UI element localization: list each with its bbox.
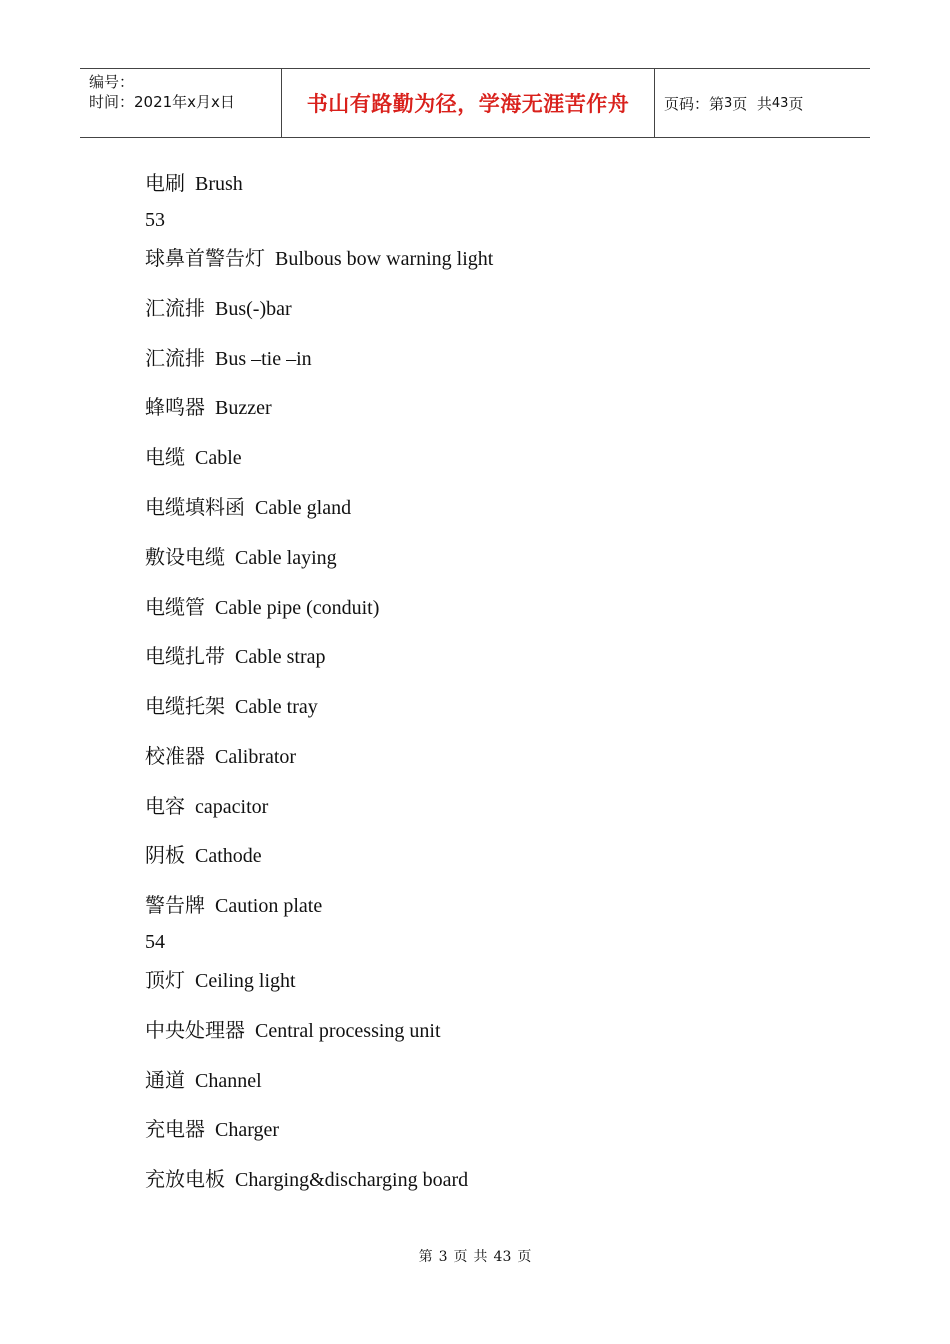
term-chinese: 充放电板	[145, 1167, 225, 1191]
term-chinese: 球鼻首警告灯	[145, 246, 265, 270]
term-chinese: 警告牌	[145, 893, 205, 917]
glossary-entry	[145, 793, 268, 820]
footer-mid2: 共	[473, 1249, 488, 1265]
glossary-entry	[145, 842, 262, 869]
page-current: 3	[724, 95, 733, 111]
glossary-entry	[145, 170, 243, 197]
term-chinese: 电刷	[145, 171, 185, 195]
term-chinese: 敷设电缆	[145, 545, 225, 569]
term-chinese: 电缆管	[145, 595, 205, 619]
term-chinese: 中央处理器	[145, 1018, 245, 1042]
section-number: 53	[145, 209, 165, 231]
footer-suffix: 页	[517, 1249, 532, 1265]
glossary-entry	[145, 1116, 279, 1143]
glossary-entry	[145, 967, 296, 994]
term-english: Bus(-)bar	[215, 298, 292, 320]
term-english: Buzzer	[215, 397, 272, 419]
term-english: Channel	[195, 1070, 262, 1092]
header-motto: 书山有路勤为径，学海无涯苦作舟	[306, 92, 630, 116]
term-english: Bulbous bow warning light	[275, 248, 494, 270]
header-page-info	[655, 69, 870, 137]
term-chinese: 通道	[145, 1068, 185, 1092]
section-number: 54	[145, 931, 165, 953]
term-chinese: 汇流排	[145, 346, 205, 370]
page-prefix: 页码：第	[664, 94, 725, 113]
term-chinese: 电缆	[145, 445, 185, 469]
glossary-entry	[145, 295, 292, 322]
term-english: Cable pipe (conduit)	[215, 597, 380, 619]
term-english: Bus –tie –in	[215, 348, 312, 370]
term-chinese: 汇流排	[145, 296, 205, 320]
footer-prefix: 第	[418, 1249, 433, 1265]
glossary-entry	[145, 494, 351, 521]
glossary-entry	[145, 1017, 441, 1044]
code-label: 编号：	[89, 73, 135, 91]
footer-current: 3	[438, 1249, 448, 1265]
term-english: Charging&discharging board	[235, 1169, 469, 1191]
term-english: Calibrator	[215, 746, 297, 768]
footer-total: 43	[493, 1249, 512, 1265]
page-mid: 页 共	[732, 94, 772, 113]
term-chinese: 电缆填料函	[145, 495, 245, 519]
term-chinese: 顶灯	[145, 968, 185, 992]
term-english: Cable	[195, 447, 242, 469]
term-chinese: 校准器	[145, 744, 205, 768]
term-english: Cathode	[195, 845, 262, 867]
footer-mid1: 页	[453, 1249, 468, 1265]
glossary-entry	[145, 245, 493, 272]
page-header	[80, 68, 870, 138]
term-english: Cable tray	[235, 696, 318, 718]
term-chinese: 电容	[145, 794, 185, 818]
glossary-entry	[145, 345, 312, 372]
glossary-entry	[145, 743, 296, 770]
glossary-entry	[145, 394, 272, 421]
term-english: Caution plate	[215, 895, 323, 917]
term-english: Charger	[215, 1119, 280, 1141]
term-english: Cable strap	[235, 646, 326, 668]
glossary-entry	[145, 693, 318, 720]
term-chinese: 电缆托架	[145, 694, 225, 718]
glossary-entry	[145, 892, 322, 919]
term-english: capacitor	[195, 796, 269, 818]
page-suffix: 页	[788, 94, 804, 113]
glossary-entry	[145, 544, 337, 571]
term-chinese: 阴板	[145, 843, 185, 867]
glossary-entry	[145, 444, 242, 471]
page-footer	[0, 1246, 950, 1266]
term-english: Cable laying	[235, 547, 337, 569]
term-english: Ceiling light	[195, 970, 296, 992]
term-chinese: 蜂鸣器	[145, 395, 205, 419]
header-motto-cell	[281, 69, 655, 137]
time-label: 时间：2021年x月x日	[89, 93, 235, 111]
glossary-entry	[145, 1166, 468, 1193]
term-english: Brush	[195, 173, 243, 195]
glossary-entry	[145, 594, 379, 621]
glossary-entry	[145, 643, 326, 670]
term-english: Cable gland	[255, 497, 352, 519]
term-chinese: 充电器	[145, 1117, 205, 1141]
header-meta	[80, 69, 281, 137]
term-english: Central processing unit	[255, 1020, 441, 1042]
page-total: 43	[771, 95, 789, 111]
term-chinese: 电缆扎带	[145, 644, 225, 668]
glossary-entry	[145, 1067, 262, 1094]
